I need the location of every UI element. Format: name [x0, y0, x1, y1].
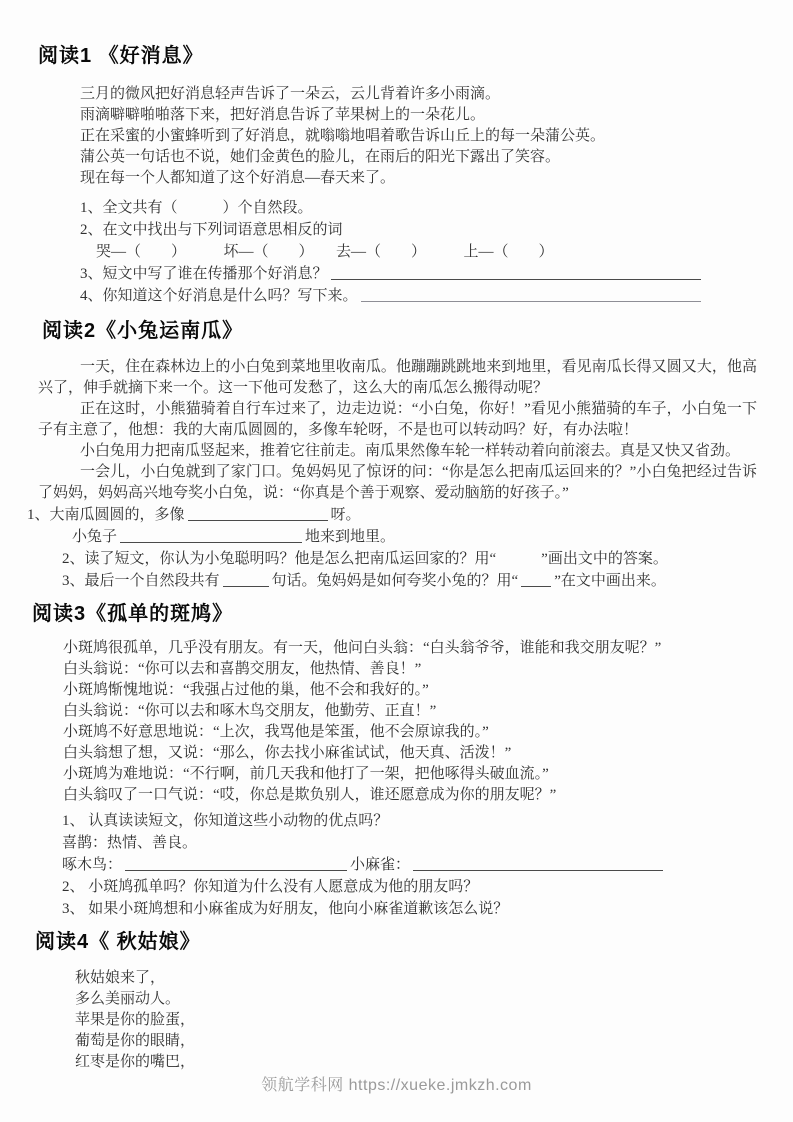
answer-blank — [188, 506, 328, 521]
question-4 — [80, 285, 757, 307]
dialogue-line: 白头翁叹了一口气说：“哎，你总是欺负别人，谁还愿意成为你的朋友呢？” — [63, 787, 557, 803]
dialogue-line: 小斑鸠不好意思地说：“上次，我骂他是笨蛋，他不会原谅我的。” — [63, 724, 489, 740]
question-text: 小麻雀： — [350, 857, 411, 873]
answer-blank — [120, 528, 302, 543]
question-text: 句话。兔妈妈是如何夸奖小兔的？用“ — [271, 573, 519, 589]
dialogue-line: 白头翁想了想，又说：“那么，你去找小麻雀试试，他天真、活泼！” — [63, 745, 512, 761]
poem-line: 葡萄是你的眼睛， — [75, 1033, 196, 1049]
passage-line: 蒲公英一句话也不说，她们金黄色的脸儿，在雨后的阳光下露出了笑容。 — [80, 149, 561, 165]
question-1 — [27, 504, 757, 526]
question-1-sub — [72, 526, 757, 548]
passage-paragraph: 一天，住在森林边上的小白兔到菜地里收南瓜。他蹦蹦跳跳地来到地里，看见南瓜长得又圆又大，他高兴了，伸手就摘下来一个。这一下他可发愁了，这么大的南瓜怎么搬得动呢？ — [38, 359, 757, 396]
reading-4-title: 阅读4《 秋姑娘》 — [35, 931, 201, 953]
answer-blank — [361, 287, 701, 302]
passage-line: 三月的微风把好消息轻声告诉了一朵云，云儿背着许多小雨滴。 — [80, 86, 501, 102]
question-text: ”在文中画出来。 — [554, 573, 666, 589]
reading-4-section — [35, 930, 757, 1073]
passage-line: 雨滴噼噼啪啪落下来，把好消息告诉了苹果树上的一朵花儿。 — [80, 107, 486, 123]
question-2: 2、读了短文，你认为小兔聪明吗？他是怎么把南瓜运回家的？用“ ”画出文中的答案。 — [62, 551, 668, 567]
question-text: 小兔子 — [72, 529, 118, 545]
answer-blank — [223, 572, 269, 587]
antonym-row: 哭—（ ） 坏—（ ） 去—（ ） 上—（ ） — [96, 244, 554, 260]
reading-1-section — [38, 44, 757, 307]
question-3: 3、 如果小斑鸠想和小麻雀成为好朋友，他向小麻雀道歉该怎么说？ — [62, 901, 509, 917]
reading-1-questions — [38, 197, 757, 307]
reading-3-passage — [38, 638, 757, 806]
question-text: 4、你知道这个好消息是什么吗？写下来。 — [80, 288, 358, 304]
reading-2-title: 阅读2《小兔运南瓜》 — [42, 320, 244, 342]
question-1: 1、 认真读读短文，你知道这些小动物的优点吗？ — [62, 813, 389, 829]
reading-3-title: 阅读3《孤单的斑鸠》 — [32, 603, 234, 625]
passage-line: 正在采蜜的小蜜蜂听到了好消息，就嗡嗡地唱着歌告诉山丘上的每一朵蒲公英。 — [80, 128, 606, 144]
dialogue-line: 小斑鸠为难地说：“不行啊，前几天我和他打了一架，把他啄得头破血流。” — [63, 766, 549, 782]
reading-4-poem — [38, 968, 757, 1073]
question-1: 1、全文共有（ ）个自然段。 — [80, 200, 313, 216]
passage-paragraph: 一会儿，小白兔就到了家门口。兔妈妈见了惊讶的问：“你是怎么把南瓜运回来的？”小白兔把经过告诉了妈妈，妈妈高兴地夸奖小白兔，说：“你真是个善于观察、爱动脑筋的好孩子。” — [38, 464, 757, 501]
poem-line: 秋姑娘来了， — [75, 970, 166, 986]
dialogue-line: 白头翁说：“你可以去和喜鹊交朋友，他热情、善良！” — [63, 661, 422, 677]
question-3 — [62, 570, 757, 592]
reading-3-section — [32, 602, 757, 920]
reading-3-questions — [38, 810, 757, 920]
reading-2-questions — [27, 504, 757, 592]
question-1-example: 喜鹊：热情、善良。 — [62, 835, 198, 851]
question-3 — [80, 263, 757, 285]
question-2: 2、在文中找出与下列词语意思相反的词 — [80, 222, 343, 238]
answer-blank — [413, 856, 663, 871]
question-1-fill-row — [62, 854, 757, 876]
answer-blank — [125, 856, 347, 871]
reading-1-title: 阅读1 《好消息》 — [38, 45, 204, 67]
poem-line: 多么美丽动人。 — [75, 991, 181, 1007]
dialogue-line: 小斑鸠很孤单，几乎没有朋友。有一天，他问白头翁：“白头翁爷爷，谁能和我交朋友呢？” — [63, 640, 662, 656]
reading-2-passage — [38, 357, 757, 504]
answer-blank — [331, 265, 701, 280]
watermark — [0, 1072, 793, 1095]
dialogue-line: 白头翁说：“你可以去和啄木鸟交朋友，他勤劳、正直！” — [63, 703, 437, 719]
question-text: 地来到地里。 — [305, 529, 396, 545]
reading-2-section — [27, 319, 757, 592]
watermark-text: 领航学科网 https://xueke.jmkzh.com — [261, 1077, 532, 1094]
question-2: 2、 小斑鸠孤单吗？你知道为什么没有人愿意成为他的朋友吗？ — [62, 879, 479, 895]
answer-blank — [521, 572, 551, 587]
passage-line: 现在每一个人都知道了这个好消息—春天来了。 — [80, 170, 396, 186]
question-text: 啄木鸟： — [62, 857, 123, 873]
poem-line: 红枣是你的嘴巴， — [75, 1054, 196, 1070]
reading-1-passage — [38, 84, 757, 189]
poem-line: 苹果是你的脸蛋， — [75, 1012, 196, 1028]
question-text: 1、大南瓜圆圆的，多像 — [27, 507, 185, 523]
passage-paragraph: 小白兔用力把南瓜竖起来，推着它往前走。南瓜果然像车轮一样转动着向前滚去。真是又快又省劲。 — [80, 443, 741, 459]
question-text: 3、最后一个自然段共有 — [62, 573, 220, 589]
dialogue-line: 小斑鸠惭愧地说：“我强占过他的巢，他不会和我好的。” — [63, 682, 429, 698]
passage-paragraph: 正在这时，小熊猫骑着自行车过来了，边走边说：“小白兔，你好！”看见小熊猫骑的车子，小白兔一下子有主意了，他想：我的大南瓜圆圆的，多像车轮呀，不是也可以转动吗？好，有办法啦！ — [38, 401, 757, 438]
question-text: 3、短文中写了谁在传播那个好消息？ — [80, 266, 328, 282]
question-text: 呀。 — [330, 507, 361, 523]
